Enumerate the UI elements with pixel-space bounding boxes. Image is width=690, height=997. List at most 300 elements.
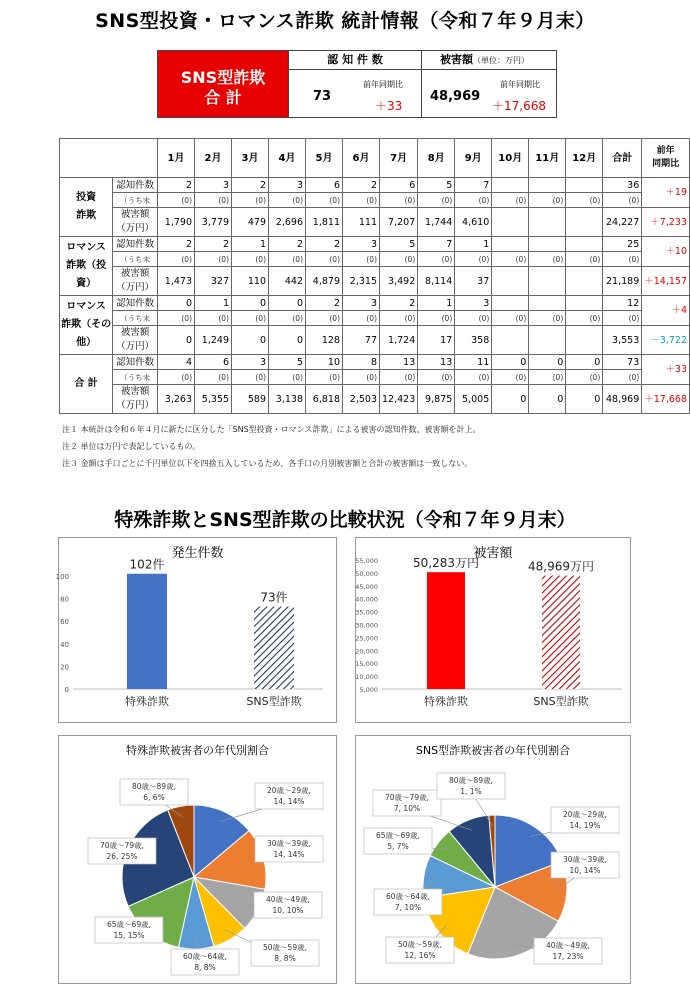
damage-cell: 111: [343, 208, 380, 237]
row-label-damage: [113, 208, 158, 237]
group-name: [60, 237, 113, 296]
header-month: 11月: [529, 139, 566, 178]
header-total: 合計: [603, 139, 642, 178]
y-tick-label: 35,000: [355, 608, 378, 617]
uchi-cell: (0): [158, 252, 195, 267]
damage-cell: 4,879: [306, 267, 343, 296]
count-cell: 2: [158, 178, 195, 193]
header-blank: [60, 139, 158, 178]
header-month: 9月: [455, 139, 492, 178]
summary-damage-prev-label: 前年同期比: [500, 80, 540, 89]
y-tick-label: 80: [60, 595, 69, 604]
uchi-cell: (0): [195, 193, 232, 208]
damage-cell: 2,696: [269, 208, 306, 237]
group-name-line: 詐欺: [76, 210, 97, 221]
bar: [127, 574, 167, 689]
summary-count-value: 73: [313, 89, 332, 104]
uchi-cell: (0): [269, 311, 306, 326]
uchi-cell: (0): [492, 311, 529, 326]
count-cell: 1: [195, 296, 232, 311]
table-row-count: [60, 355, 690, 370]
damage-cell: 358: [455, 326, 492, 355]
y-tick-label: 40: [60, 640, 69, 649]
slice-data-label: 14, 14%: [273, 797, 305, 806]
summary-damage-unit: （単位：万円）: [473, 56, 529, 65]
slice-label: 60歳～64歳,: [183, 952, 227, 961]
count-cell: 6: [380, 178, 418, 193]
uchi-cell: (0): [343, 370, 380, 385]
uchi-cell: (0): [232, 252, 269, 267]
uchi-cell: (0): [418, 311, 455, 326]
slice-label: 70歳～79歳,: [385, 793, 429, 802]
uchi-cell: (0): [158, 370, 195, 385]
count-total-cell: 73: [603, 355, 642, 370]
slice-label: 65歳～69歳,: [376, 831, 420, 840]
bar-data-label: 50,283万円: [413, 556, 479, 571]
slice-label: 20歳～29歳,: [267, 786, 311, 795]
count-cell: [492, 296, 529, 311]
summary-label-line1: SNS型詐欺: [180, 68, 266, 87]
slice-label: 65歳～69歳,: [107, 920, 151, 929]
uchi-cell: (0): [158, 311, 195, 326]
uchi-total-cell: (0): [603, 370, 642, 385]
uchi-total-cell: (0): [603, 311, 642, 326]
group-name-line: 他）: [76, 337, 97, 348]
count-cell: 1: [418, 296, 455, 311]
uchi-cell: (0): [195, 370, 232, 385]
count-cell: [529, 296, 566, 311]
damage-cell: 479: [232, 208, 269, 237]
y-tick-label: 20,000: [355, 647, 378, 656]
count-cell: 8: [343, 355, 380, 370]
group-name: [60, 178, 113, 237]
count-cell: 13: [380, 355, 418, 370]
summary-count-cell: [289, 51, 422, 117]
uchi-cell: (0): [380, 311, 418, 326]
uchi-cell: (0): [492, 370, 529, 385]
uchi-cell: (0): [492, 252, 529, 267]
note-1: 注１ 本統計は令和６年４月に新たに区分した「SNS型投資・ロマンス詐欺」による被害の認知件数、被害額を計上。: [62, 425, 481, 434]
count-cell: 0: [492, 355, 529, 370]
header-prev-line2: 同期比: [652, 159, 680, 169]
damage-cell: 12,423: [380, 385, 418, 414]
slice-label: 50歳～59歳,: [398, 940, 442, 949]
uchi-cell: (0): [455, 193, 492, 208]
damage-total-cell: 24,227: [603, 208, 642, 237]
damage-cell: 3,138: [269, 385, 306, 414]
uchi-cell: (0): [343, 193, 380, 208]
slice-data-label: 6, 6%: [143, 793, 165, 802]
damage-cell: 9,875: [418, 385, 455, 414]
group-name: [60, 296, 113, 355]
uchi-cell: (0): [566, 370, 603, 385]
stats-table: [59, 138, 690, 414]
count-cell: 1: [232, 237, 269, 252]
summary-count-prev-value: ＋33: [375, 99, 403, 113]
header-month: 5月: [306, 139, 343, 178]
damage-cell: [529, 267, 566, 296]
damage-cell: 0: [158, 326, 195, 355]
group-name: [60, 355, 113, 414]
damage-cell: 7,207: [380, 208, 418, 237]
count-cell: 5: [269, 355, 306, 370]
damage-cell: 442: [269, 267, 306, 296]
damage-cell: 17: [418, 326, 455, 355]
slice-data-label: 15, 15%: [113, 931, 145, 940]
count-cell: 3: [343, 237, 380, 252]
damage-cell: 1,811: [306, 208, 343, 237]
uchi-total-cell: (0): [603, 252, 642, 267]
count-cell: 10: [306, 355, 343, 370]
uchi-cell: (0): [306, 370, 343, 385]
count-cell: 3: [455, 296, 492, 311]
header-month: 4月: [269, 139, 306, 178]
count-total-cell: 36: [603, 178, 642, 193]
count-cell: 0: [232, 296, 269, 311]
count-cell: 0: [269, 296, 306, 311]
slice-label: 80歳～89歳,: [132, 782, 176, 791]
uchi-cell: (0): [232, 311, 269, 326]
uchi-cell: (0): [195, 311, 232, 326]
damage-cell: 1,249: [195, 326, 232, 355]
damage-cell: 3,492: [380, 267, 418, 296]
row-label-uchi: （うち未: [113, 311, 158, 326]
table-row-uchi: [60, 193, 690, 208]
group-name-line: 合 計: [74, 378, 98, 389]
page-title: SNS型投資・ロマンス詐欺 統計情報（令和７年９月末）: [95, 10, 595, 32]
damage-cell: 2,503: [343, 385, 380, 414]
row-label-count: 認知件数: [113, 355, 158, 370]
group-name-line: ロマンス: [66, 242, 106, 253]
summary-damage-value: 48,969: [430, 89, 481, 104]
pie-chart-1-panel: [58, 735, 337, 984]
x-category-label: 特殊詐欺: [125, 695, 169, 708]
bar-data-label: 48,969万円: [528, 559, 594, 574]
uchi-cell: (0): [566, 193, 603, 208]
row-label-count: 認知件数: [113, 237, 158, 252]
y-tick-label: 40,000: [355, 595, 378, 604]
count-prev-cell: ＋33: [642, 355, 690, 385]
y-tick-label: 25,000: [355, 634, 378, 643]
x-category-label: SNS型詐欺: [533, 695, 589, 708]
count-cell: [566, 237, 603, 252]
count-cell: 1: [455, 237, 492, 252]
damage-cell: 2,315: [343, 267, 380, 296]
row-label-uchi: （うち未: [113, 252, 158, 267]
pie-chart-1-title: 特殊詐欺被害者の年代別割合: [126, 744, 269, 757]
count-chart-panel: [55, 537, 337, 723]
row-label-damage: [113, 385, 158, 414]
count-cell: [529, 237, 566, 252]
header-month: 12月: [566, 139, 603, 178]
slice-data-label: 10, 10%: [272, 906, 304, 915]
damage-prev-cell: ＋14,157: [642, 267, 690, 296]
count-cell: 2: [158, 237, 195, 252]
count-cell: 13: [418, 355, 455, 370]
count-cell: [566, 296, 603, 311]
damage-cell: [566, 208, 603, 237]
count-cell: 6: [195, 355, 232, 370]
header-prev: [642, 139, 690, 178]
count-cell: 3: [195, 178, 232, 193]
count-cell: 3: [232, 355, 269, 370]
y-tick-label: 55,000: [355, 557, 378, 565]
row-label-uchi: （うち未: [113, 193, 158, 208]
damage-cell: 0: [566, 385, 603, 414]
damage-cell: 0: [232, 326, 269, 355]
uchi-cell: (0): [418, 252, 455, 267]
slice-data-label: 14, 14%: [273, 850, 305, 859]
pie-chart-2: [356, 736, 630, 983]
damage-total-cell: 3,553: [603, 326, 642, 355]
damage-cell: [529, 208, 566, 237]
summary-label: [158, 51, 289, 117]
table-row-uchi: [60, 252, 690, 267]
uchi-cell: (0): [380, 370, 418, 385]
uchi-cell: (0): [566, 252, 603, 267]
group-name-line: 詐欺（投: [66, 260, 107, 271]
count-cell: [492, 178, 529, 193]
count-cell: 0: [529, 355, 566, 370]
summary-count-prev-label: 前年同期比: [363, 80, 403, 89]
uchi-cell: (0): [529, 311, 566, 326]
pie-chart-2-title: SNS型詐欺被害者の年代別割合: [415, 744, 571, 757]
bar-data-label: 102件: [129, 557, 165, 572]
x-category-label: SNS型詐欺: [246, 695, 302, 708]
uchi-total-cell: (0): [603, 193, 642, 208]
damage-cell: 37: [455, 267, 492, 296]
damage-cell: 589: [232, 385, 269, 414]
group-name-line: ロマンス: [66, 301, 106, 312]
uchi-cell: (0): [306, 311, 343, 326]
table-row-count: [60, 296, 690, 311]
table-header-row: [60, 139, 690, 178]
count-total-cell: 12: [603, 296, 642, 311]
damage-cell: 5,355: [195, 385, 232, 414]
count-cell: 3: [269, 178, 306, 193]
uchi-cell: (0): [269, 370, 306, 385]
uchi-cell: (0): [158, 193, 195, 208]
damage-label-line1: 被害額: [120, 268, 150, 279]
damage-label-line1: 被害額: [120, 386, 150, 397]
group-name-line: 投資: [76, 192, 97, 203]
count-total-cell: 25: [603, 237, 642, 252]
header-month: 6月: [343, 139, 380, 178]
damage-prev-cell: ＋17,668: [642, 385, 690, 414]
slice-data-label: 8, 8%: [274, 954, 296, 963]
slice-label: 50歳～59歳,: [263, 943, 307, 952]
note-3: 注３ 金額は手口ごとに千円単位以下を四捨五入しているため、各手口の月別被害額と合計の被害額は一致しない。: [62, 459, 473, 468]
damage-cell: 4,610: [455, 208, 492, 237]
count-cell: 2: [232, 178, 269, 193]
count-cell: 2: [269, 237, 306, 252]
slice-label: 30歳～39歳,: [267, 839, 311, 848]
group-name-line: 資）: [76, 278, 97, 289]
slice-label: 40歳～49歳,: [266, 895, 310, 904]
y-tick-label: 20: [60, 663, 69, 672]
count-cell: 2: [343, 178, 380, 193]
section-title: 特殊詐欺とSNS型詐欺の比較状況（令和７年９月末）: [114, 509, 576, 531]
uchi-cell: (0): [492, 193, 529, 208]
damage-label-line2: （万円）: [116, 400, 155, 411]
damage-prev-cell: ＋7,233: [642, 208, 690, 237]
damage-label-line2: （万円）: [116, 282, 155, 293]
count-chart-title: 発生件数: [171, 546, 224, 561]
damage-chart-title: 被害額: [473, 546, 513, 561]
slice-data-label: 5, 7%: [387, 842, 409, 851]
uchi-cell: (0): [529, 193, 566, 208]
bar: [254, 607, 294, 689]
y-tick-label: 5,000: [359, 686, 378, 694]
count-prev-cell: ＋4: [642, 296, 690, 326]
damage-label-line1: 被害額: [120, 209, 150, 220]
y-tick-label: 50,000: [355, 569, 378, 578]
damage-chart-panel: [355, 537, 631, 723]
damage-label-line1: 被害額: [120, 327, 150, 338]
count-cell: 4: [158, 355, 195, 370]
count-prev-cell: ＋10: [642, 237, 690, 267]
damage-cell: [492, 208, 529, 237]
table-row-count: [60, 178, 690, 193]
uchi-cell: (0): [269, 193, 306, 208]
damage-cell: [492, 267, 529, 296]
slice-label: 40歳～49歳,: [546, 941, 590, 950]
slice-data-label: 7, 10%: [394, 903, 422, 912]
slice-data-label: 26, 25%: [106, 852, 138, 861]
summary-box: [157, 50, 557, 118]
damage-total-cell: 21,189: [603, 267, 642, 296]
y-tick-label: 0: [64, 686, 69, 694]
uchi-cell: (0): [380, 193, 418, 208]
damage-cell: 3,779: [195, 208, 232, 237]
uchi-cell: (0): [343, 311, 380, 326]
uchi-cell: (0): [455, 370, 492, 385]
slice-data-label: 1, 1%: [460, 787, 482, 796]
count-cell: 5: [380, 237, 418, 252]
count-cell: 11: [455, 355, 492, 370]
count-cell: 2: [195, 237, 232, 252]
header-month: 10月: [492, 139, 529, 178]
table-row-count: [60, 237, 690, 252]
slice-label: 30歳～39歳,: [563, 855, 607, 864]
header-prev-line1: 前年: [656, 146, 675, 156]
uchi-cell: (0): [232, 193, 269, 208]
summary-count-header: 認 知 件 数: [289, 51, 421, 70]
damage-cell: 1,473: [158, 267, 195, 296]
damage-cell: [529, 326, 566, 355]
uchi-cell: (0): [195, 252, 232, 267]
uchi-cell: (0): [566, 311, 603, 326]
pie-chart-2-panel: [355, 735, 631, 984]
uchi-cell: (0): [232, 370, 269, 385]
y-tick-label: 10,000: [355, 673, 378, 682]
uchi-cell: (0): [306, 193, 343, 208]
uchi-cell: (0): [455, 311, 492, 326]
damage-cell: 3,263: [158, 385, 195, 414]
note-2: 注２ 単位は万円で表記しているもの。: [62, 442, 201, 451]
pie-chart-1: [59, 736, 336, 983]
damage-chart: [356, 538, 630, 722]
slice-label: 20歳～29歳,: [563, 810, 607, 819]
count-cell: [492, 237, 529, 252]
header-month: 1月: [158, 139, 195, 178]
damage-cell: 0: [492, 385, 529, 414]
uchi-cell: (0): [306, 252, 343, 267]
damage-cell: 0: [269, 326, 306, 355]
uchi-cell: (0): [529, 252, 566, 267]
row-label-damage: [113, 267, 158, 296]
slice-label: 80歳～89歳,: [449, 776, 493, 785]
summary-damage-prev-value: ＋17,668: [492, 99, 546, 113]
row-label-uchi: （うち未: [113, 370, 158, 385]
count-cell: 2: [380, 296, 418, 311]
bar-data-label: 73件: [260, 590, 288, 605]
count-cell: 0: [566, 355, 603, 370]
uchi-cell: (0): [269, 252, 306, 267]
uchi-cell: (0): [343, 252, 380, 267]
uchi-cell: (0): [380, 252, 418, 267]
count-cell: 7: [455, 178, 492, 193]
row-label-damage: [113, 326, 158, 355]
bar: [542, 576, 580, 689]
uchi-cell: (0): [529, 370, 566, 385]
damage-cell: 128: [306, 326, 343, 355]
damage-label-line2: （万円）: [116, 341, 155, 352]
slice-label: 60歳～64歳,: [386, 892, 430, 901]
slice-data-label: 12, 16%: [404, 951, 436, 960]
count-cell: 7: [418, 237, 455, 252]
count-cell: 3: [343, 296, 380, 311]
count-cell: 5: [418, 178, 455, 193]
damage-cell: 110: [232, 267, 269, 296]
x-category-label: 特殊詐欺: [424, 695, 468, 708]
damage-total-cell: 48,969: [603, 385, 642, 414]
bar: [427, 572, 465, 689]
damage-cell: 6,818: [306, 385, 343, 414]
damage-cell: [492, 326, 529, 355]
table-row-uchi: [60, 370, 690, 385]
count-cell: [566, 178, 603, 193]
uchi-cell: (0): [455, 252, 492, 267]
header-month: 8月: [418, 139, 455, 178]
summary-damage-cell: [422, 51, 556, 117]
slice-data-label: 8, 8%: [194, 963, 216, 972]
damage-cell: [566, 326, 603, 355]
header-month: 7月: [380, 139, 418, 178]
y-tick-label: 60: [60, 618, 69, 627]
damage-cell: 8,114: [418, 267, 455, 296]
count-chart: [55, 538, 336, 722]
damage-cell: 0: [529, 385, 566, 414]
slice-data-label: 7, 10%: [393, 804, 421, 813]
y-tick-label: 30,000: [355, 621, 378, 630]
summary-label-line2: 合 計: [204, 88, 242, 107]
header-month: 2月: [195, 139, 232, 178]
damage-cell: 1,790: [158, 208, 195, 237]
count-cell: [529, 178, 566, 193]
damage-cell: 1,724: [380, 326, 418, 355]
damage-cell: [566, 267, 603, 296]
slice-label: 70歳～79歳,: [100, 841, 144, 850]
count-cell: 6: [306, 178, 343, 193]
group-name-line: 詐欺（その: [61, 319, 112, 330]
slice-data-label: 14, 19%: [569, 821, 601, 830]
y-tick-label: 45,000: [355, 582, 378, 591]
damage-label-line2: （万円）: [116, 223, 155, 234]
table-row-uchi: [60, 311, 690, 326]
count-prev-cell: ＋19: [642, 178, 690, 208]
damage-prev-cell: －3,722: [642, 326, 690, 355]
